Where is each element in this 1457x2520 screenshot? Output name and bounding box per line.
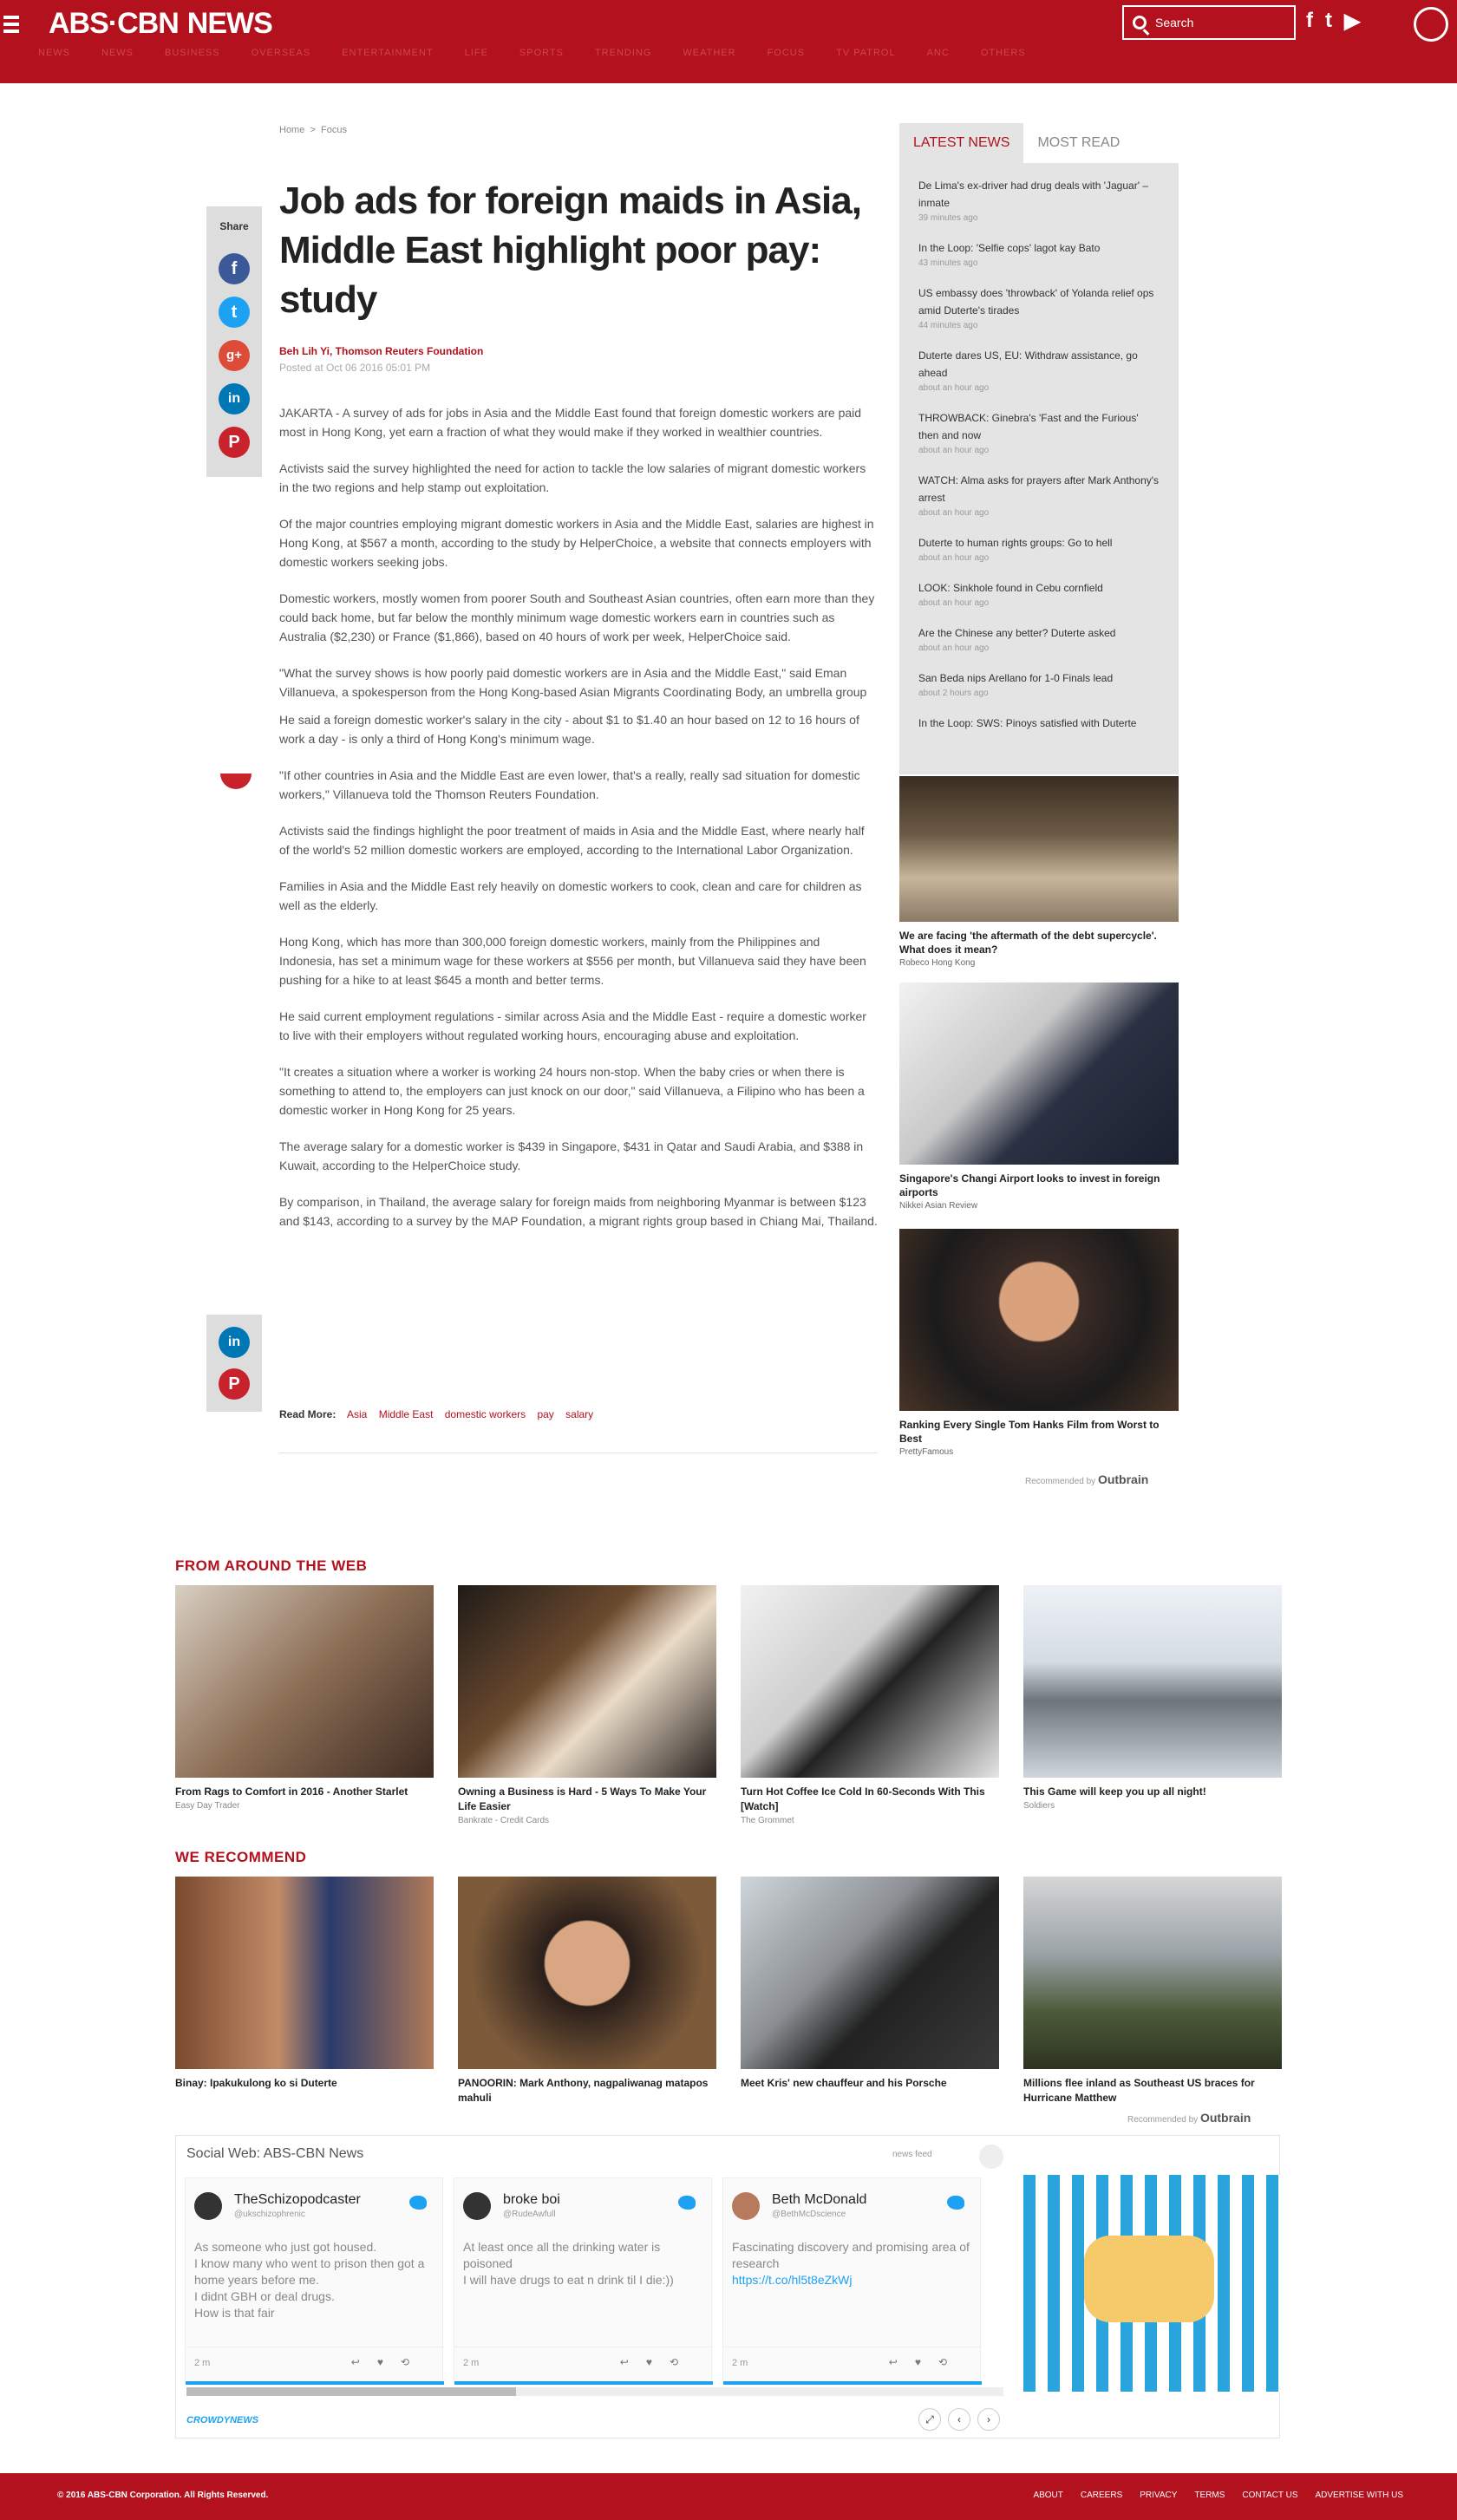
- news-headline[interactable]: Duterte dares US, EU: Withdraw assistance, go ahead: [918, 349, 1138, 379]
- main-nav: [38, 48, 1026, 58]
- article-paragraph: "It creates a situation where a worker is working 24 hours non-stop. When the baby cries or when there is something to attend to, the employers can just knock on our door," said Villanueva, a Filipino who has been a domestic worker in Hong Kong for 25 years.: [279, 1065, 865, 1117]
- tile-caption[interactable]: Turn Hot Coffee Ice Cold In 60-Seconds With This [Watch]: [741, 1786, 985, 1812]
- horizontal-scrollbar[interactable]: [186, 2387, 1003, 2396]
- news-time: about an hour ago: [918, 446, 990, 455]
- read-more-label: Read More:: [279, 1408, 336, 1420]
- footer-link[interactable]: ABOUT: [1033, 2491, 1063, 2500]
- tweet-accent-bar: [723, 2381, 982, 2385]
- advertisement-banner[interactable]: [1023, 2175, 1280, 2392]
- recommended-by[interactable]: [1025, 1472, 1148, 1486]
- nav-item[interactable]: NEWS: [101, 48, 134, 58]
- share-bar: [206, 206, 262, 477]
- tile-source: The Grommet: [741, 1816, 794, 1825]
- tweet-time: 2 m: [732, 2358, 748, 2368]
- tile-image: [175, 1585, 434, 1778]
- news-headline[interactable]: Are the Chinese any better? Duterte asked: [918, 627, 1116, 639]
- tweet-time: 2 m: [463, 2358, 480, 2368]
- nav-item[interactable]: NEWS: [38, 48, 70, 58]
- list-item[interactable]: [899, 458, 1179, 520]
- article-paragraph: Activists said the survey highlighted the need for action to tackle the low salaries of migrant domestic workers in the two regions and help stamp out exploitation.: [279, 461, 866, 494]
- pinterest-share-icon[interactable]: P: [219, 1368, 250, 1400]
- nav-item[interactable]: WEATHER: [683, 48, 736, 58]
- footer-link[interactable]: PRIVACY: [1140, 2491, 1178, 2500]
- article-body: [279, 403, 878, 1248]
- tile-caption[interactable]: PANOORIN: Mark Anthony, nagpaliwanag matapos mahuli: [458, 2077, 709, 2104]
- breadcrumb-current[interactable]: Focus: [321, 125, 347, 135]
- breadcrumb: [279, 125, 347, 135]
- tweet-author[interactable]: TheSchizopodcaster: [234, 2192, 361, 2207]
- linkedin-share-icon[interactable]: in: [219, 383, 250, 415]
- news-time: about an hour ago: [918, 508, 990, 518]
- news-headline[interactable]: LOOK: Sinkhole found in Cebu cornfield: [918, 582, 1103, 594]
- article-paragraph: The average salary for a domestic worker is $439 in Singapore, $431 in Qatar and Saudi Arabia, and $388 in Kuwait, according to the HelperChoice study.: [279, 1139, 864, 1172]
- outbrain-logo: Outbrain: [1199, 2111, 1251, 2125]
- nav-item[interactable]: ANC: [926, 48, 950, 58]
- news-time: about an hour ago: [918, 383, 990, 393]
- list-item[interactable]: [899, 701, 1179, 732]
- tag-link[interactable]: Asia: [347, 1408, 368, 1420]
- footer-link[interactable]: CONTACT US: [1242, 2491, 1298, 2500]
- twitter-icon: [947, 2196, 964, 2210]
- news-time: 39 minutes ago: [918, 213, 978, 223]
- pinterest-share-icon[interactable]: [220, 774, 252, 789]
- twitter-icon: [409, 2196, 427, 2210]
- search-placeholder: Search: [1155, 16, 1194, 29]
- tile-caption[interactable]: Owning a Business is Hard - 5 Ways To Make Your Life Easier: [458, 1786, 707, 1812]
- article-paragraph: Of the major countries employing migrant domestic workers in Asia and the Middle East, salaries are highest in Hong Kong, at $567 a month, according to the study by HelperChoice, a website that connects employers with domestic workers seeking jobs.: [279, 517, 874, 569]
- scrollbar-thumb[interactable]: [186, 2387, 516, 2396]
- tweet-text: [732, 2239, 973, 2288]
- next-arrow-icon[interactable]: ›: [977, 2408, 1000, 2431]
- article-paragraph: "What the survey shows is how poorly paid domestic workers are in Asia and the Middle East," said Eman Villanueva, a spokesperson from the Hong Kong-based Asian Migrants Coordinating Body, an umbrella group: [279, 666, 867, 699]
- logo-text: ABS·CBN: [49, 7, 179, 40]
- news-time: about an hour ago: [918, 598, 990, 608]
- news-feed-label[interactable]: news feed: [892, 2150, 932, 2159]
- tweet-time: 2 m: [194, 2358, 211, 2368]
- latest-news-list: [899, 163, 1179, 774]
- site-logo[interactable]: [49, 7, 272, 41]
- tweet-accent-bar: [454, 2381, 713, 2385]
- card-caption[interactable]: We are facing 'the aftermath of the debt supercycle'. What does it mean?: [899, 930, 1157, 956]
- tweet-footer: [186, 2347, 444, 2381]
- nav-item[interactable]: TRENDING: [594, 48, 652, 58]
- menu-icon[interactable]: [0, 12, 23, 36]
- sidebar-tabs: [899, 123, 1179, 163]
- tag-link[interactable]: salary: [565, 1408, 594, 1420]
- article-paragraph: Hong Kong, which has more than 300,000 foreign domestic workers, mainly from the Philippines and Indonesia, has set a minimum wage for these workers at $556 per month, but Villanueva said they have been pushing for a hike to at least $645 a month and better terms.: [279, 935, 866, 987]
- tag-link[interactable]: Middle East: [378, 1408, 434, 1420]
- tile-source: Bankrate - Credit Cards: [458, 1816, 550, 1825]
- twitter-icon: [678, 2196, 696, 2210]
- share-label: Share: [219, 220, 249, 232]
- news-headline[interactable]: THROWBACK: Ginebra's 'Fast and the Furious' then and now: [918, 412, 1139, 441]
- avatar: [732, 2192, 760, 2220]
- news-headline[interactable]: In the Loop: 'Selfie cops' lagot kay Bato: [918, 242, 1101, 254]
- avatar: [194, 2192, 222, 2220]
- list-item[interactable]: [899, 395, 1179, 458]
- tweet-footer: [454, 2347, 713, 2381]
- article-title: Job ads for foreign maids in Asia, Middle East highlight poor pay: study: [279, 180, 861, 321]
- tweet-text: As someone who just got housed. I know many who went to prison then got a home years before me. I didnt GBH or deal drugs. How is that fair: [194, 2240, 425, 2320]
- tile-image: [1023, 1877, 1282, 2069]
- facebook-icon[interactable]: f: [1306, 9, 1313, 32]
- recommend-tile[interactable]: [741, 1877, 999, 2091]
- news-headline[interactable]: WATCH: Alma asks for prayers after Mark Anthony's arrest: [918, 474, 1160, 504]
- news-headline[interactable]: De Lima's ex-driver had drug deals with 'Jaguar' – inmate: [918, 180, 1149, 209]
- list-item[interactable]: [899, 163, 1179, 225]
- tweet-handle: @ukschizophrenic: [234, 2210, 305, 2219]
- footer-link[interactable]: ADVERTISE WITH US: [1315, 2491, 1403, 2500]
- twitter-icon[interactable]: t: [1325, 9, 1332, 32]
- tweet-card[interactable]: [454, 2177, 712, 2382]
- news-headline[interactable]: Duterte to human rights groups: Go to hell: [918, 537, 1113, 549]
- youtube-icon[interactable]: ▶: [1344, 10, 1361, 33]
- news-headline[interactable]: San Beda nips Arellano for 1-0 Finals lead: [918, 672, 1114, 684]
- tweet-link[interactable]: https://t.co/hl5t8eZkWj: [732, 2273, 853, 2287]
- news-headline[interactable]: US embassy does 'throwback' of Yolanda relief ops amid Duterte's tirades: [918, 287, 1154, 317]
- news-headline[interactable]: In the Loop: SWS: Pinoys satisfied with Duterte: [918, 717, 1137, 729]
- list-item[interactable]: [899, 333, 1179, 395]
- card-image: [899, 776, 1179, 922]
- card-caption[interactable]: Singapore's Changi Airport looks to invest in foreign airports: [899, 1172, 1160, 1198]
- recommended-by[interactable]: [1127, 2111, 1251, 2125]
- tab-latest-news[interactable]: LATEST NEWS: [899, 123, 1023, 163]
- recommend-tile[interactable]: [458, 1877, 716, 2105]
- footer-link[interactable]: TERMS: [1194, 2491, 1225, 2500]
- news-time: 43 minutes ago: [918, 258, 978, 268]
- news-time: about an hour ago: [918, 553, 990, 563]
- tweet-card[interactable]: [185, 2177, 443, 2382]
- googleplus-share-icon[interactable]: g+: [219, 340, 250, 371]
- recommend-tile[interactable]: [175, 1877, 434, 2091]
- list-item[interactable]: [899, 565, 1179, 610]
- nav-item[interactable]: ENTERTAINMENT: [342, 48, 434, 58]
- twitter-share-icon[interactable]: t: [219, 297, 250, 328]
- news-time: 44 minutes ago: [918, 321, 978, 330]
- card-image: [899, 1229, 1179, 1411]
- tweet-author[interactable]: broke boi: [503, 2192, 560, 2207]
- nav-item[interactable]: FOCUS: [767, 48, 806, 58]
- tweet-handle: @RudeAwfull: [503, 2210, 556, 2219]
- article-paragraph: Domestic workers, mostly women from poorer South and Southeast Asian countries, often earn more than they could back home, but far below the monthly minimum wage domestic workers earn in countries such as Australia ($2,230) or France ($1,866), based on 40 hours of work per week, HelperChoice said.: [279, 591, 875, 643]
- tweet-actions[interactable]: ↩♥⟲: [350, 2356, 427, 2368]
- card-image: [899, 983, 1179, 1165]
- footer-links: [1033, 2491, 1403, 2500]
- tag-link[interactable]: pay: [537, 1408, 554, 1420]
- around-web-tile[interactable]: [175, 1585, 434, 1811]
- expand-icon[interactable]: ⤢: [918, 2408, 941, 2431]
- article-paragraph: Activists said the findings highlight the poor treatment of maids in Asia and the Middle East, where nearly half of the world's 52 million domestic workers are employed, according to the International Labor Organization.: [279, 824, 865, 857]
- tile-source: Easy Day Trader: [175, 1801, 240, 1811]
- footer-link[interactable]: CAREERS: [1080, 2491, 1123, 2500]
- search-icon: [1133, 16, 1147, 29]
- list-item[interactable]: [899, 520, 1179, 565]
- tile-caption[interactable]: This Game will keep you up all night!: [1023, 1786, 1206, 1798]
- pinterest-share-icon[interactable]: P: [219, 427, 250, 458]
- tweet-handle: @BethMcDscience: [772, 2210, 846, 2219]
- share-icon[interactable]: [979, 2145, 1003, 2169]
- recommended-label: Recommended by: [1127, 2115, 1199, 2125]
- article-paragraph: "If other countries in Asia and the Middle East are even lower, that's a really, really sad situation for domestic workers," Villanueva told the Thomson Reuters Foundation.: [279, 768, 860, 801]
- article-paragraph: He said a foreign domestic worker's salary in the city - about $1 to $1.40 an hour based on 12 to 16 hours of work a day - is only a third of Hong Kong's minimum wage.: [279, 713, 859, 746]
- card-caption[interactable]: Ranking Every Single Tom Hanks Film from Worst to Best: [899, 1419, 1160, 1445]
- card-source: Nikkei Asian Review: [899, 1201, 978, 1211]
- logo-news: NEWS: [186, 7, 272, 40]
- article-paragraph: He said current employment regulations - similar across Asia and the Middle East - require a domestic worker to live with their employers without regulated working hours, encouraging abuse and exploitation.: [279, 1009, 866, 1042]
- nav-item[interactable]: TV PATROL: [836, 48, 896, 58]
- tile-caption[interactable]: Binay: Ipakukulong ko si Duterte: [175, 2077, 337, 2089]
- tweet-author[interactable]: Beth McDonald: [772, 2192, 867, 2207]
- article-posted: Posted at Oct 06 2016 05:01 PM: [279, 362, 431, 374]
- tweet-actions[interactable]: ↩♥⟲: [888, 2356, 964, 2368]
- recommend-tile[interactable]: [1023, 1877, 1282, 2105]
- tile-source: Soldiers: [1023, 1801, 1055, 1811]
- article-author[interactable]: Beh Lih Yi, Thomson Reuters Foundation: [279, 345, 484, 357]
- sponsored-card[interactable]: [899, 776, 1179, 968]
- tweet-accent-bar: [186, 2381, 444, 2385]
- header-social: [1306, 9, 1360, 34]
- tile-caption[interactable]: Meet Kris' new chauffeur and his Porsche: [741, 2077, 947, 2089]
- list-item[interactable]: [899, 225, 1179, 271]
- tile-caption[interactable]: Millions flee inland as Southeast US braces for Hurricane Matthew: [1023, 2077, 1255, 2104]
- sponsored-card[interactable]: [899, 983, 1179, 1211]
- tweet-text-body: Fascinating discovery and promising area of research: [732, 2240, 970, 2270]
- site-footer: [0, 2473, 1457, 2520]
- share-bar-bottom: [206, 1315, 262, 1412]
- search-input[interactable]: [1122, 5, 1296, 40]
- tile-image: [458, 1877, 716, 2069]
- list-item[interactable]: [899, 271, 1179, 333]
- tile-image: [458, 1585, 716, 1778]
- tile-caption[interactable]: From Rags to Comfort in 2016 - Another Starlet: [175, 1786, 408, 1798]
- tweet-actions[interactable]: ↩♥⟲: [619, 2356, 696, 2368]
- tag-link[interactable]: domestic workers: [444, 1408, 526, 1420]
- read-more: [279, 1408, 602, 1420]
- nav-item[interactable]: SPORTS: [519, 48, 564, 58]
- nav-item[interactable]: LIFE: [464, 48, 488, 58]
- nav-item[interactable]: OVERSEAS: [251, 48, 311, 58]
- around-web-title: FROM AROUND THE WEB: [175, 1557, 368, 1574]
- globe-icon[interactable]: [1414, 7, 1448, 42]
- article-paragraph: Families in Asia and the Middle East rely heavily on domestic workers to cook, clean and care for children as well as the elderly.: [279, 879, 862, 912]
- ad-illustration: [1084, 2236, 1214, 2322]
- we-recommend-title: WE RECOMMEND: [175, 1849, 307, 1865]
- card-source: Robeco Hong Kong: [899, 958, 976, 968]
- around-web-tile[interactable]: [741, 1585, 999, 1825]
- linkedin-share-icon[interactable]: in: [219, 1327, 250, 1358]
- article-paragraph: By comparison, in Thailand, the average salary for foreign maids from neighboring Myanmar is between $123 and $143, according to a survey by the MAP Foundation, a migrant rights group based in Chiang Mai, Thailand.: [279, 1195, 878, 1228]
- around-web-tile[interactable]: [1023, 1585, 1282, 1811]
- nav-item[interactable]: BUSINESS: [165, 48, 220, 58]
- outbrain-logo: Outbrain: [1097, 1472, 1149, 1486]
- breadcrumb-home[interactable]: Home: [279, 125, 305, 135]
- facebook-share-icon[interactable]: f: [219, 253, 250, 284]
- tab-most-read[interactable]: MOST READ: [1037, 135, 1121, 150]
- social-web-title: Social Web: ABS-CBN News: [186, 2146, 364, 2161]
- copyright: © 2016 ABS-CBN Corporation. All Rights Reserved.: [57, 2491, 269, 2500]
- card-source: PrettyFamous: [899, 1447, 954, 1457]
- news-time: about an hour ago: [918, 643, 990, 653]
- article-paragraph: JAKARTA - A survey of ads for jobs in Asia and the Middle East found that foreign domestic workers are paid most in Hong Kong, yet earn a fraction of what they would make if they worked in wealthier countries.: [279, 406, 862, 439]
- avatar: [463, 2192, 491, 2220]
- around-web-tile[interactable]: [458, 1585, 716, 1825]
- tile-image: [741, 1877, 999, 2069]
- prev-arrow-icon[interactable]: ‹: [948, 2408, 970, 2431]
- list-item[interactable]: [899, 610, 1179, 656]
- sponsored-card[interactable]: [899, 1229, 1179, 1457]
- breadcrumb-separator: >: [310, 125, 316, 135]
- nav-item[interactable]: OTHERS: [980, 48, 1026, 58]
- recommended-label: Recommended by: [1025, 1477, 1096, 1486]
- news-time: about 2 hours ago: [918, 689, 989, 698]
- tile-image: [175, 1877, 434, 2069]
- crowdynews-logo[interactable]: CROWDYNEWS: [186, 2415, 259, 2425]
- tweet-text: At least once all the drinking water is poisoned I will have drugs to eat n drink til I die:)): [463, 2240, 674, 2287]
- tweet-footer: [723, 2347, 982, 2381]
- tweet-card[interactable]: [722, 2177, 981, 2382]
- tile-image: [741, 1585, 999, 1778]
- list-item[interactable]: [899, 656, 1179, 701]
- tile-image: [1023, 1585, 1282, 1778]
- site-header: [0, 0, 1457, 83]
